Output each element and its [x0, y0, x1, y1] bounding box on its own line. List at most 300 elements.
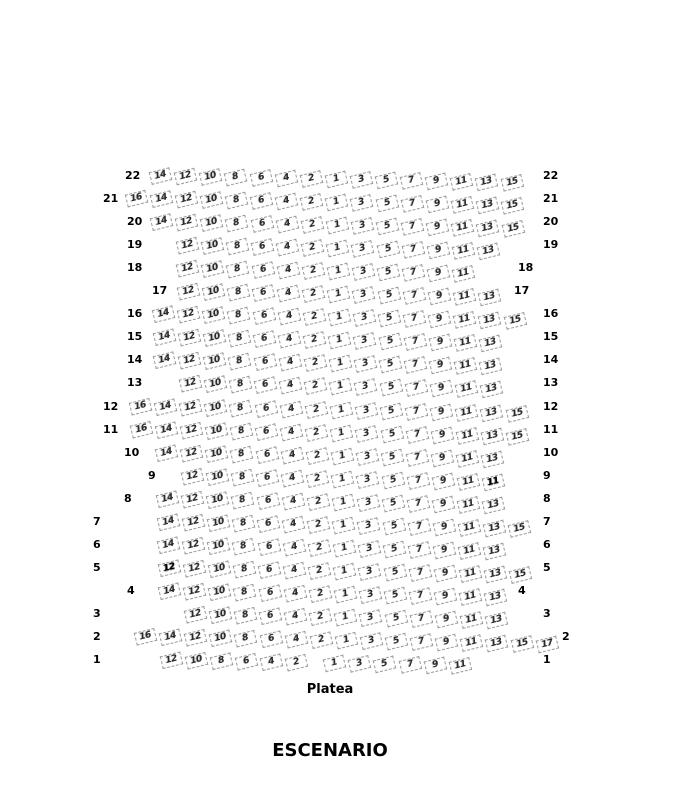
seat-row13-10[interactable] — [204, 376, 228, 394]
seat-row9-10[interactable] — [206, 468, 230, 486]
seat-row4-1[interactable] — [334, 586, 358, 604]
seat-row11-4[interactable] — [280, 423, 304, 441]
seat-row5-9[interactable] — [433, 565, 457, 583]
seat-row10-4[interactable] — [280, 446, 304, 464]
seat-row13-12[interactable] — [178, 375, 202, 393]
seat-row18-5[interactable] — [377, 264, 401, 282]
seat-row7-6[interactable] — [257, 515, 281, 533]
seat-row3-10[interactable] — [209, 606, 233, 624]
seat-row3-12[interactable] — [183, 606, 207, 624]
seat-row11-6[interactable] — [255, 423, 279, 441]
seat-row1-4[interactable] — [260, 653, 284, 671]
seat-row15-4[interactable] — [278, 331, 302, 349]
seat-row16-9[interactable] — [428, 311, 452, 329]
seat-row11-9[interactable] — [430, 426, 454, 444]
seat-row3-6[interactable] — [259, 607, 283, 625]
seat-row16-11[interactable] — [453, 311, 477, 329]
seat-row9-9[interactable] — [431, 472, 455, 490]
seat-row19-7[interactable] — [401, 241, 425, 259]
seat-row17-7[interactable] — [402, 287, 426, 305]
seat-row12-4[interactable] — [279, 400, 303, 418]
seat-row12-9[interactable] — [430, 403, 454, 421]
seat-row14-10[interactable] — [203, 353, 227, 371]
seat-row22-7[interactable] — [400, 172, 424, 190]
seat-row12-7[interactable] — [405, 403, 429, 421]
seat-row7-12[interactable] — [181, 514, 205, 532]
seat-row5-12[interactable] — [182, 560, 206, 578]
seat-row15-13[interactable] — [479, 335, 503, 353]
seat-row21-4[interactable] — [275, 193, 299, 211]
seat-row2-2[interactable] — [309, 631, 333, 649]
seat-row19-1[interactable] — [326, 240, 350, 258]
seat-row12-2[interactable] — [304, 401, 328, 419]
seat-row19-12[interactable] — [175, 237, 199, 255]
seat-row13-4[interactable] — [279, 377, 303, 395]
seat-row20-13[interactable] — [476, 220, 500, 238]
seat-row20-11[interactable] — [451, 219, 475, 237]
seat-row21-11[interactable] — [450, 196, 474, 214]
seat-row11-2[interactable] — [305, 424, 329, 442]
seat-row19-4[interactable] — [276, 239, 300, 257]
seat-row11-5[interactable] — [380, 425, 404, 443]
seat-row16-6[interactable] — [252, 308, 276, 326]
seat-row8-11[interactable] — [457, 496, 481, 514]
seat-row9-1[interactable] — [331, 470, 355, 488]
seat-row7-10[interactable] — [207, 514, 231, 532]
seat-row10-10[interactable] — [205, 445, 229, 463]
seat-row12-13[interactable] — [480, 404, 504, 422]
seat-row20-1[interactable] — [326, 217, 350, 235]
seat-row5-1[interactable] — [333, 563, 357, 581]
seat-row15-12[interactable] — [177, 329, 201, 347]
seat-row10-11[interactable] — [456, 450, 480, 468]
seat-row1-6[interactable] — [235, 653, 259, 671]
seat-row17-8[interactable] — [227, 284, 251, 302]
seat-row16-10[interactable] — [202, 307, 226, 325]
seat-row19-6[interactable] — [251, 238, 275, 256]
seat-row3-9[interactable] — [434, 611, 458, 629]
seat-row22-9[interactable] — [425, 173, 449, 191]
seat-row10-8[interactable] — [230, 445, 254, 463]
seat-row21-1[interactable] — [325, 194, 349, 212]
seat-row7-5[interactable] — [382, 517, 406, 535]
seat-row16-14[interactable] — [152, 306, 176, 324]
seat-row4-10[interactable] — [208, 583, 232, 601]
seat-row19-13[interactable] — [477, 243, 501, 261]
seat-row11-1[interactable] — [330, 424, 354, 442]
seat-row3-2[interactable] — [309, 608, 333, 626]
seat-row6-3[interactable] — [358, 540, 382, 558]
seat-row15-10[interactable] — [203, 330, 227, 348]
seat-row10-14[interactable] — [155, 444, 179, 462]
seat-row1-10[interactable] — [184, 652, 208, 670]
seat-row21-10[interactable] — [200, 191, 224, 209]
seat-row14-1[interactable] — [329, 355, 353, 373]
seat-row9-7[interactable] — [406, 472, 430, 490]
seat-row14-5[interactable] — [379, 356, 403, 374]
seat-row1-9[interactable] — [423, 657, 447, 675]
seat-row16-13[interactable] — [478, 312, 502, 330]
seat-row4-2[interactable] — [308, 585, 332, 603]
seat-row20-4[interactable] — [275, 216, 299, 234]
seat-row7-4[interactable] — [282, 516, 306, 534]
seat-row16-15[interactable] — [503, 312, 527, 330]
seat-row9-8[interactable] — [231, 468, 255, 486]
seat-row9-5[interactable] — [381, 471, 405, 489]
seat-row1-11[interactable] — [448, 657, 472, 675]
seat-row18-10[interactable] — [201, 260, 225, 278]
seat-row18-4[interactable] — [276, 262, 300, 280]
seat-row13-9[interactable] — [429, 380, 453, 398]
seat-row15-6[interactable] — [253, 331, 277, 349]
seat-row9-11[interactable] — [482, 473, 506, 491]
seat-row2-13[interactable] — [485, 635, 509, 653]
seat-row20-3[interactable] — [351, 217, 375, 235]
seat-row18-12[interactable] — [176, 260, 200, 278]
seat-row7-1[interactable] — [332, 517, 356, 535]
seat-row5-7[interactable] — [408, 564, 432, 582]
seat-row11-13[interactable] — [481, 427, 505, 445]
seat-row21-12[interactable] — [174, 191, 198, 209]
seat-row10-3[interactable] — [356, 448, 380, 466]
seat-row8-5[interactable] — [382, 494, 406, 512]
seat-row10-9[interactable] — [431, 449, 455, 467]
seat-row2-7[interactable] — [410, 633, 434, 651]
seat-row3-4[interactable] — [284, 608, 308, 626]
seat-row12-16[interactable] — [129, 397, 153, 415]
seat-row11-3[interactable] — [355, 425, 379, 443]
seat-row5-10[interactable] — [208, 560, 232, 578]
seat-row12-10[interactable] — [204, 399, 228, 417]
seat-row5-12[interactable] — [157, 559, 181, 577]
seat-row12-15[interactable] — [505, 405, 529, 423]
seat-row15-1[interactable] — [328, 332, 352, 350]
seat-row20-2[interactable] — [300, 216, 324, 234]
seat-row12-12[interactable] — [179, 398, 203, 416]
seat-row11-10[interactable] — [205, 422, 229, 440]
seat-row7-11[interactable] — [457, 519, 481, 537]
seat-row16-8[interactable] — [227, 307, 251, 325]
seat-row4-6[interactable] — [258, 584, 282, 602]
seat-row3-11[interactable] — [459, 611, 483, 629]
seat-row2-1[interactable] — [335, 632, 359, 650]
seat-row12-6[interactable] — [254, 400, 278, 418]
seat-row15-8[interactable] — [228, 330, 252, 348]
seat-row12-8[interactable] — [229, 399, 253, 417]
seat-row12-11[interactable] — [455, 404, 479, 422]
seat-row5-11[interactable] — [458, 565, 482, 583]
seat-row6-9[interactable] — [433, 542, 457, 560]
seat-row3-1[interactable] — [334, 609, 358, 627]
seat-row7-14[interactable] — [156, 513, 180, 531]
seat-row3-8[interactable] — [234, 607, 258, 625]
seat-row6-10[interactable] — [207, 537, 231, 555]
seat-row5-13[interactable] — [484, 566, 508, 584]
seat-row14-2[interactable] — [303, 355, 327, 373]
seat-row20-10[interactable] — [200, 214, 224, 232]
seat-row2-9[interactable] — [435, 634, 459, 652]
seat-row19-11[interactable] — [451, 242, 475, 260]
seat-row17-12[interactable] — [176, 283, 200, 301]
seat-row15-7[interactable] — [403, 333, 427, 351]
seat-row13-2[interactable] — [304, 378, 328, 396]
seat-row20-15[interactable] — [501, 220, 525, 238]
seat-row19-5[interactable] — [376, 241, 400, 259]
seat-row22-8[interactable] — [224, 169, 248, 187]
seat-row18-3[interactable] — [352, 263, 376, 281]
seat-row9-12[interactable] — [180, 468, 204, 486]
seat-row7-3[interactable] — [357, 517, 381, 535]
seat-row13-13[interactable] — [480, 381, 504, 399]
seat-row4-9[interactable] — [434, 588, 458, 606]
seat-row19-8[interactable] — [226, 238, 250, 256]
seat-row5-2[interactable] — [308, 562, 332, 580]
seat-row7-9[interactable] — [432, 518, 456, 536]
seat-row3-13[interactable] — [485, 612, 509, 630]
seat-row22-11[interactable] — [450, 173, 474, 191]
seat-row12-14[interactable] — [154, 398, 178, 416]
seat-row13-11[interactable] — [454, 381, 478, 399]
seat-row3-3[interactable] — [359, 609, 383, 627]
seat-row22-6[interactable] — [249, 169, 273, 187]
seat-row3-5[interactable] — [384, 610, 408, 628]
seat-row10-2[interactable] — [305, 447, 329, 465]
seat-row8-6[interactable] — [256, 492, 280, 510]
seat-row14-9[interactable] — [429, 357, 453, 375]
seat-row8-12[interactable] — [181, 491, 205, 509]
seat-row19-10[interactable] — [201, 237, 225, 255]
seat-row1-5[interactable] — [373, 656, 397, 674]
seat-row1-3[interactable] — [348, 655, 372, 673]
seat-row6-13[interactable] — [483, 542, 507, 560]
seat-row7-7[interactable] — [407, 518, 431, 536]
seat-row5-15[interactable] — [509, 566, 533, 584]
seat-row4-7[interactable] — [409, 587, 433, 605]
seat-row18-11[interactable] — [452, 265, 476, 283]
seat-row22-14[interactable] — [149, 167, 173, 185]
seat-row6-8[interactable] — [232, 538, 256, 556]
seat-row11-7[interactable] — [405, 426, 429, 444]
seat-row22-15[interactable] — [500, 174, 524, 192]
seat-row17-9[interactable] — [427, 288, 451, 306]
seat-row9-2[interactable] — [306, 470, 330, 488]
seat-row8-10[interactable] — [206, 491, 230, 509]
seat-row5-4[interactable] — [283, 562, 307, 580]
seat-row20-7[interactable] — [401, 218, 425, 236]
seat-row22-12[interactable] — [174, 168, 198, 186]
seat-row16-5[interactable] — [378, 310, 402, 328]
seat-row11-8[interactable] — [230, 422, 254, 440]
seat-row18-6[interactable] — [251, 261, 275, 279]
seat-row14-8[interactable] — [228, 353, 252, 371]
seat-row17-11[interactable] — [452, 288, 476, 306]
seat-row20-9[interactable] — [426, 219, 450, 237]
seat-row4-11[interactable] — [459, 588, 483, 606]
seat-row5-5[interactable] — [383, 564, 407, 582]
seat-row1-8[interactable] — [210, 652, 234, 670]
seat-row18-2[interactable] — [301, 262, 325, 280]
seat-row6-1[interactable] — [333, 540, 357, 558]
seat-row21-16[interactable] — [124, 190, 148, 208]
seat-row18-8[interactable] — [226, 261, 250, 279]
seat-row21-6[interactable] — [250, 192, 274, 210]
seat-row11-12[interactable] — [179, 421, 203, 439]
seat-row15-5[interactable] — [378, 333, 402, 351]
seat-row18-7[interactable] — [402, 264, 426, 282]
seat-row10-13[interactable] — [481, 450, 505, 468]
seat-row15-14[interactable] — [152, 329, 176, 347]
seat-row2-11[interactable] — [460, 634, 484, 652]
seat-row2-15[interactable] — [510, 635, 534, 653]
seat-row9-11[interactable] — [456, 473, 480, 491]
seat-row7-8[interactable] — [232, 515, 256, 533]
seat-row14-11[interactable] — [454, 358, 478, 376]
seat-row6-7[interactable] — [408, 541, 432, 559]
seat-row4-4[interactable] — [283, 585, 307, 603]
seat-row7-2[interactable] — [307, 516, 331, 534]
seat-row15-11[interactable] — [453, 334, 477, 352]
seat-row13-6[interactable] — [254, 377, 278, 395]
seat-row2-10[interactable] — [209, 629, 233, 647]
seat-row17-3[interactable] — [352, 286, 376, 304]
seat-row9-6[interactable] — [256, 469, 280, 487]
seat-row2-14[interactable] — [159, 628, 183, 646]
seat-row6-4[interactable] — [282, 539, 306, 557]
seat-row17-5[interactable] — [377, 287, 401, 305]
seat-row21-5[interactable] — [375, 195, 399, 213]
seat-row5-8[interactable] — [233, 561, 257, 579]
seat-row14-3[interactable] — [354, 356, 378, 374]
seat-row10-5[interactable] — [381, 448, 405, 466]
seat-row2-4[interactable] — [284, 631, 308, 649]
seat-row6-5[interactable] — [383, 541, 407, 559]
seat-row22-13[interactable] — [475, 174, 499, 192]
seat-row12-1[interactable] — [330, 401, 354, 419]
seat-row7-15[interactable] — [508, 520, 532, 538]
seat-row8-1[interactable] — [332, 493, 356, 511]
seat-row2-3[interactable] — [360, 632, 384, 650]
seat-row2-16[interactable] — [134, 628, 158, 646]
seat-row10-1[interactable] — [331, 447, 355, 465]
seat-row20-5[interactable] — [376, 218, 400, 236]
seat-row1-7[interactable] — [398, 656, 422, 674]
seat-row17-6[interactable] — [252, 284, 276, 302]
seat-row16-12[interactable] — [177, 306, 201, 324]
seat-row2-5[interactable] — [385, 633, 409, 651]
seat-row8-4[interactable] — [281, 492, 305, 510]
seat-row15-2[interactable] — [303, 332, 327, 350]
seat-row1-2[interactable] — [285, 654, 309, 672]
seat-row6-12[interactable] — [182, 537, 206, 555]
seat-row17-1[interactable] — [327, 286, 351, 304]
seat-row2-17[interactable] — [535, 636, 559, 654]
seat-row15-9[interactable] — [428, 334, 452, 352]
seat-row8-13[interactable] — [482, 496, 506, 514]
seat-row6-2[interactable] — [307, 539, 331, 557]
seat-row2-6[interactable] — [259, 630, 283, 648]
seat-row8-2[interactable] — [306, 493, 330, 511]
seat-row21-13[interactable] — [476, 197, 500, 215]
seat-row12-3[interactable] — [355, 402, 379, 420]
seat-row10-6[interactable] — [255, 446, 279, 464]
seat-row8-14[interactable] — [156, 490, 180, 508]
seat-row8-3[interactable] — [357, 494, 381, 512]
seat-row8-9[interactable] — [432, 495, 456, 513]
seat-row16-3[interactable] — [353, 309, 377, 327]
seat-row19-3[interactable] — [351, 240, 375, 258]
seat-row4-13[interactable] — [484, 589, 508, 607]
seat-row22-2[interactable] — [299, 170, 323, 188]
seat-row5-6[interactable] — [258, 561, 282, 579]
seat-row21-2[interactable] — [300, 193, 324, 211]
seat-row20-6[interactable] — [250, 215, 274, 233]
seat-row20-14[interactable] — [150, 213, 174, 231]
seat-row4-5[interactable] — [384, 587, 408, 605]
seat-row14-13[interactable] — [479, 358, 503, 376]
seat-row17-2[interactable] — [302, 285, 326, 303]
seat-row6-6[interactable] — [257, 538, 281, 556]
seat-row20-12[interactable] — [175, 214, 199, 232]
seat-row14-7[interactable] — [404, 357, 428, 375]
seat-row21-9[interactable] — [425, 196, 449, 214]
seat-row1-1[interactable] — [323, 655, 347, 673]
seat-row8-8[interactable] — [231, 492, 255, 510]
seat-row21-3[interactable] — [350, 194, 374, 212]
seat-row14-4[interactable] — [278, 354, 302, 372]
seat-row13-8[interactable] — [229, 376, 253, 394]
seat-row6-11[interactable] — [458, 542, 482, 560]
seat-row22-10[interactable] — [199, 168, 223, 186]
seat-row7-13[interactable] — [483, 519, 507, 537]
seat-row10-12[interactable] — [180, 444, 204, 462]
seat-row13-3[interactable] — [354, 379, 378, 397]
seat-row17-4[interactable] — [277, 285, 301, 303]
seat-row13-7[interactable] — [404, 380, 428, 398]
seat-row14-12[interactable] — [178, 352, 202, 370]
seat-row11-14[interactable] — [154, 421, 178, 439]
seat-row2-8[interactable] — [234, 630, 258, 648]
seat-row5-3[interactable] — [358, 563, 382, 581]
seat-row16-7[interactable] — [403, 310, 427, 328]
seat-row8-7[interactable] — [407, 495, 431, 513]
seat-row19-9[interactable] — [426, 242, 450, 260]
seat-row18-9[interactable] — [427, 265, 451, 283]
seat-row9-4[interactable] — [281, 469, 305, 487]
seat-row11-15[interactable] — [506, 428, 530, 446]
seat-row18-1[interactable] — [327, 263, 351, 281]
seat-row20-8[interactable] — [225, 215, 249, 233]
seat-row22-1[interactable] — [325, 171, 349, 189]
seat-row2-12[interactable] — [184, 629, 208, 647]
seat-row4-12[interactable] — [183, 583, 207, 601]
seat-row4-8[interactable] — [233, 584, 257, 602]
seat-row22-3[interactable] — [350, 171, 374, 189]
seat-row19-2[interactable] — [301, 239, 325, 257]
seat-row16-2[interactable] — [302, 309, 326, 327]
seat-row16-4[interactable] — [277, 308, 301, 326]
seat-row4-3[interactable] — [359, 586, 383, 604]
seat-row11-16[interactable] — [129, 420, 153, 438]
seat-row3-7[interactable] — [409, 610, 433, 628]
seat-row17-10[interactable] — [202, 284, 226, 302]
seat-row6-14[interactable] — [157, 536, 181, 554]
seat-row22-4[interactable] — [274, 170, 298, 188]
seat-row4-14[interactable] — [158, 582, 182, 600]
seat-row14-6[interactable] — [253, 354, 277, 372]
seat-row21-14[interactable] — [149, 190, 173, 208]
seat-row22-5[interactable] — [375, 172, 399, 190]
seat-row21-15[interactable] — [501, 197, 525, 215]
